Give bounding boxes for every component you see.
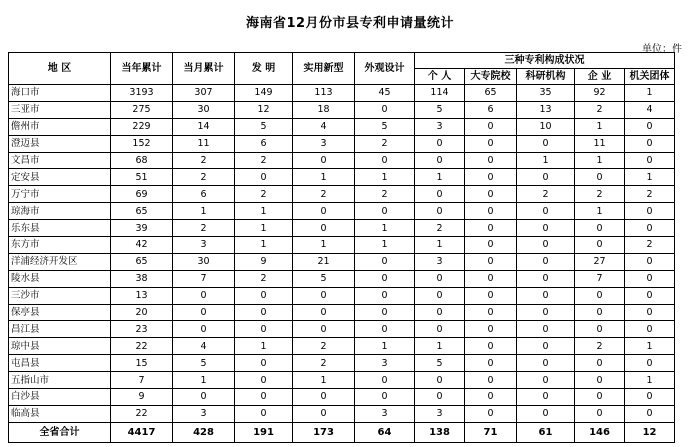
value-cell: 0 bbox=[465, 304, 517, 321]
table-row bbox=[9, 169, 675, 186]
value-cell: 4417 bbox=[111, 422, 173, 442]
table-row bbox=[9, 237, 675, 254]
value-cell: 0 bbox=[465, 169, 517, 186]
value-cell: 0 bbox=[465, 372, 517, 389]
value-cell: 0 bbox=[415, 372, 465, 389]
value-cell: 3193 bbox=[111, 85, 173, 102]
value-cell: 15 bbox=[111, 355, 173, 372]
value-cell: 0 bbox=[517, 287, 575, 304]
value-cell: 0 bbox=[625, 355, 675, 372]
value-cell: 0 bbox=[465, 237, 517, 254]
value-cell: 5 bbox=[293, 270, 355, 287]
value-cell: 0 bbox=[465, 355, 517, 372]
statistics-table bbox=[8, 52, 675, 443]
value-cell: 12 bbox=[235, 101, 293, 118]
value-cell: 18 bbox=[293, 101, 355, 118]
value-cell: 2 bbox=[355, 186, 415, 203]
header-region: 地 区 bbox=[9, 53, 111, 85]
region-cell: 海口市 bbox=[9, 85, 111, 102]
value-cell: 0 bbox=[355, 321, 415, 338]
region-cell: 琼海市 bbox=[9, 203, 111, 220]
value-cell: 0 bbox=[235, 355, 293, 372]
value-cell: 0 bbox=[465, 135, 517, 152]
region-cell: 琼中县 bbox=[9, 338, 111, 355]
value-cell: 65 bbox=[111, 203, 173, 220]
value-cell: 1 bbox=[415, 237, 465, 254]
value-cell: 5 bbox=[355, 118, 415, 135]
value-cell: 0 bbox=[235, 321, 293, 338]
value-cell: 0 bbox=[415, 270, 465, 287]
value-cell: 0 bbox=[575, 220, 625, 237]
value-cell: 0 bbox=[415, 304, 465, 321]
value-cell: 2 bbox=[625, 237, 675, 254]
value-cell: 0 bbox=[355, 287, 415, 304]
value-cell: 2 bbox=[235, 270, 293, 287]
value-cell: 3 bbox=[415, 253, 465, 270]
table-row bbox=[9, 135, 675, 152]
value-cell: 11 bbox=[173, 135, 235, 152]
value-cell: 0 bbox=[575, 287, 625, 304]
value-cell: 1 bbox=[355, 237, 415, 254]
value-cell: 65 bbox=[111, 253, 173, 270]
value-cell: 229 bbox=[111, 118, 173, 135]
value-cell: 0 bbox=[235, 287, 293, 304]
value-cell: 38 bbox=[111, 270, 173, 287]
value-cell: 5 bbox=[235, 118, 293, 135]
value-cell: 1 bbox=[575, 203, 625, 220]
value-cell: 0 bbox=[465, 118, 517, 135]
value-cell: 0 bbox=[517, 389, 575, 406]
value-cell: 0 bbox=[575, 169, 625, 186]
value-cell: 3 bbox=[355, 405, 415, 422]
value-cell: 2 bbox=[415, 220, 465, 237]
value-cell: 0 bbox=[465, 405, 517, 422]
header-utility-model: 实用新型 bbox=[293, 53, 355, 85]
unit-label: 单位：件 bbox=[642, 44, 682, 55]
value-cell: 0 bbox=[517, 304, 575, 321]
value-cell: 1 bbox=[235, 203, 293, 220]
value-cell: 0 bbox=[465, 287, 517, 304]
region-cell: 洋浦经济开发区 bbox=[9, 253, 111, 270]
value-cell: 0 bbox=[235, 169, 293, 186]
value-cell: 6 bbox=[173, 186, 235, 203]
value-cell: 0 bbox=[575, 304, 625, 321]
value-cell: 113 bbox=[293, 85, 355, 102]
value-cell: 275 bbox=[111, 101, 173, 118]
value-cell: 0 bbox=[355, 253, 415, 270]
value-cell: 65 bbox=[465, 85, 517, 102]
table-row bbox=[9, 253, 675, 270]
value-cell: 2 bbox=[173, 169, 235, 186]
value-cell: 0 bbox=[517, 405, 575, 422]
value-cell: 1 bbox=[625, 372, 675, 389]
value-cell: 0 bbox=[173, 389, 235, 406]
table-row bbox=[9, 389, 675, 406]
value-cell: 10 bbox=[517, 118, 575, 135]
table-row bbox=[9, 85, 675, 102]
value-cell: 0 bbox=[415, 389, 465, 406]
header-month-total: 当月累计 bbox=[173, 53, 235, 85]
value-cell: 1 bbox=[293, 237, 355, 254]
value-cell: 92 bbox=[575, 85, 625, 102]
table-row bbox=[9, 304, 675, 321]
value-cell: 45 bbox=[355, 85, 415, 102]
value-cell: 0 bbox=[355, 203, 415, 220]
value-cell: 1 bbox=[625, 85, 675, 102]
value-cell: 4 bbox=[173, 338, 235, 355]
region-cell: 陵水县 bbox=[9, 270, 111, 287]
value-cell: 3 bbox=[355, 355, 415, 372]
table-row bbox=[9, 203, 675, 220]
value-cell: 27 bbox=[575, 253, 625, 270]
value-cell: 0 bbox=[235, 304, 293, 321]
table-row bbox=[9, 152, 675, 169]
value-cell: 428 bbox=[173, 422, 235, 442]
header-composition-group: 三种专利构成状况 bbox=[415, 53, 675, 69]
value-cell: 1 bbox=[293, 372, 355, 389]
value-cell: 0 bbox=[575, 237, 625, 254]
value-cell: 22 bbox=[111, 338, 173, 355]
value-cell: 0 bbox=[625, 203, 675, 220]
value-cell: 1 bbox=[235, 338, 293, 355]
value-cell: 7 bbox=[173, 270, 235, 287]
table-row bbox=[9, 118, 675, 135]
value-cell: 68 bbox=[111, 152, 173, 169]
region-cell: 三亚市 bbox=[9, 101, 111, 118]
region-cell: 定安县 bbox=[9, 169, 111, 186]
value-cell: 0 bbox=[625, 270, 675, 287]
value-cell: 0 bbox=[355, 270, 415, 287]
value-cell: 0 bbox=[625, 405, 675, 422]
region-cell: 乐东县 bbox=[9, 220, 111, 237]
value-cell: 0 bbox=[517, 321, 575, 338]
value-cell: 3 bbox=[173, 237, 235, 254]
subheader-enterprise: 企 业 bbox=[575, 69, 625, 85]
value-cell: 2 bbox=[173, 220, 235, 237]
value-cell: 0 bbox=[235, 372, 293, 389]
value-cell: 0 bbox=[415, 321, 465, 338]
header-design: 外观设计 bbox=[355, 53, 415, 85]
value-cell: 0 bbox=[415, 135, 465, 152]
value-cell: 30 bbox=[173, 253, 235, 270]
value-cell: 0 bbox=[465, 338, 517, 355]
value-cell: 3 bbox=[173, 405, 235, 422]
value-cell: 0 bbox=[625, 118, 675, 135]
value-cell: 0 bbox=[293, 389, 355, 406]
value-cell: 0 bbox=[173, 287, 235, 304]
value-cell: 22 bbox=[111, 405, 173, 422]
value-cell: 0 bbox=[517, 135, 575, 152]
region-cell: 儋州市 bbox=[9, 118, 111, 135]
value-cell: 12 bbox=[625, 422, 675, 442]
value-cell: 64 bbox=[355, 422, 415, 442]
value-cell: 0 bbox=[465, 186, 517, 203]
value-cell: 2 bbox=[235, 186, 293, 203]
header-row bbox=[9, 53, 675, 69]
value-cell: 149 bbox=[235, 85, 293, 102]
table-row bbox=[9, 338, 675, 355]
value-cell: 3 bbox=[415, 405, 465, 422]
value-cell: 2 bbox=[575, 101, 625, 118]
value-cell: 0 bbox=[173, 304, 235, 321]
value-cell: 0 bbox=[465, 321, 517, 338]
value-cell: 2 bbox=[575, 338, 625, 355]
value-cell: 0 bbox=[625, 135, 675, 152]
value-cell: 21 bbox=[293, 253, 355, 270]
value-cell: 0 bbox=[235, 389, 293, 406]
value-cell: 2 bbox=[235, 152, 293, 169]
value-cell: 1 bbox=[625, 338, 675, 355]
value-cell: 42 bbox=[111, 237, 173, 254]
value-cell: 0 bbox=[293, 152, 355, 169]
value-cell: 0 bbox=[625, 152, 675, 169]
value-cell: 1 bbox=[235, 220, 293, 237]
value-cell: 0 bbox=[293, 321, 355, 338]
value-cell: 0 bbox=[575, 355, 625, 372]
header-invention: 发 明 bbox=[235, 53, 293, 85]
region-cell: 全省合计 bbox=[9, 422, 111, 442]
value-cell: 146 bbox=[575, 422, 625, 442]
value-cell: 2 bbox=[293, 355, 355, 372]
value-cell: 1 bbox=[293, 169, 355, 186]
value-cell: 5 bbox=[415, 355, 465, 372]
value-cell: 5 bbox=[173, 355, 235, 372]
value-cell: 1 bbox=[517, 152, 575, 169]
value-cell: 0 bbox=[625, 220, 675, 237]
value-cell: 0 bbox=[415, 203, 465, 220]
value-cell: 1 bbox=[575, 152, 625, 169]
value-cell: 0 bbox=[625, 287, 675, 304]
value-cell: 2 bbox=[625, 186, 675, 203]
value-cell: 14 bbox=[173, 118, 235, 135]
value-cell: 20 bbox=[111, 304, 173, 321]
region-cell: 三沙市 bbox=[9, 287, 111, 304]
value-cell: 61 bbox=[517, 422, 575, 442]
value-cell: 0 bbox=[465, 270, 517, 287]
value-cell: 0 bbox=[625, 389, 675, 406]
value-cell: 4 bbox=[625, 101, 675, 118]
value-cell: 2 bbox=[173, 152, 235, 169]
value-cell: 307 bbox=[173, 85, 235, 102]
value-cell: 1 bbox=[173, 372, 235, 389]
region-cell: 白沙县 bbox=[9, 389, 111, 406]
value-cell: 0 bbox=[465, 389, 517, 406]
region-cell: 澄迈县 bbox=[9, 135, 111, 152]
table-row bbox=[9, 220, 675, 237]
value-cell: 5 bbox=[415, 101, 465, 118]
value-cell: 0 bbox=[235, 405, 293, 422]
value-cell: 0 bbox=[293, 304, 355, 321]
value-cell: 0 bbox=[293, 203, 355, 220]
value-cell: 71 bbox=[465, 422, 517, 442]
value-cell: 173 bbox=[293, 422, 355, 442]
value-cell: 0 bbox=[293, 405, 355, 422]
region-cell: 保亭县 bbox=[9, 304, 111, 321]
value-cell: 51 bbox=[111, 169, 173, 186]
value-cell: 0 bbox=[465, 253, 517, 270]
header-year-total: 当年累计 bbox=[111, 53, 173, 85]
value-cell: 0 bbox=[355, 372, 415, 389]
value-cell: 4 bbox=[293, 118, 355, 135]
value-cell: 23 bbox=[111, 321, 173, 338]
value-cell: 0 bbox=[625, 304, 675, 321]
value-cell: 0 bbox=[517, 338, 575, 355]
value-cell: 0 bbox=[517, 355, 575, 372]
value-cell: 1 bbox=[355, 169, 415, 186]
value-cell: 152 bbox=[111, 135, 173, 152]
value-cell: 1 bbox=[415, 169, 465, 186]
value-cell: 3 bbox=[293, 135, 355, 152]
value-cell: 35 bbox=[517, 85, 575, 102]
value-cell: 0 bbox=[355, 152, 415, 169]
value-cell: 1 bbox=[355, 338, 415, 355]
value-cell: 3 bbox=[415, 118, 465, 135]
region-cell: 五指山市 bbox=[9, 372, 111, 389]
value-cell: 69 bbox=[111, 186, 173, 203]
value-cell: 1 bbox=[355, 220, 415, 237]
value-cell: 0 bbox=[575, 321, 625, 338]
value-cell: 0 bbox=[415, 287, 465, 304]
value-cell: 0 bbox=[355, 389, 415, 406]
value-cell: 0 bbox=[517, 253, 575, 270]
value-cell: 2 bbox=[575, 186, 625, 203]
value-cell: 0 bbox=[517, 169, 575, 186]
value-cell: 0 bbox=[517, 372, 575, 389]
value-cell: 0 bbox=[517, 237, 575, 254]
value-cell: 0 bbox=[517, 203, 575, 220]
value-cell: 1 bbox=[235, 237, 293, 254]
value-cell: 2 bbox=[355, 135, 415, 152]
value-cell: 0 bbox=[517, 220, 575, 237]
value-cell: 0 bbox=[173, 321, 235, 338]
value-cell: 0 bbox=[575, 372, 625, 389]
value-cell: 2 bbox=[293, 338, 355, 355]
value-cell: 0 bbox=[355, 101, 415, 118]
value-cell: 1 bbox=[575, 118, 625, 135]
subheader-research-institute: 科研机构 bbox=[517, 69, 575, 85]
region-cell: 万宁市 bbox=[9, 186, 111, 203]
page-title: 海南省12月份市县专利申请量统计 bbox=[245, 16, 455, 31]
value-cell: 11 bbox=[575, 135, 625, 152]
value-cell: 0 bbox=[293, 220, 355, 237]
region-cell: 昌江县 bbox=[9, 321, 111, 338]
value-cell: 0 bbox=[625, 321, 675, 338]
value-cell: 0 bbox=[625, 253, 675, 270]
region-cell: 东方市 bbox=[9, 237, 111, 254]
value-cell: 0 bbox=[415, 186, 465, 203]
value-cell: 0 bbox=[517, 270, 575, 287]
total-row bbox=[9, 422, 675, 442]
table-row bbox=[9, 372, 675, 389]
value-cell: 13 bbox=[517, 101, 575, 118]
value-cell: 9 bbox=[235, 253, 293, 270]
table-row bbox=[9, 405, 675, 422]
value-cell: 7 bbox=[111, 372, 173, 389]
value-cell: 2 bbox=[517, 186, 575, 203]
value-cell: 6 bbox=[465, 101, 517, 118]
subheader-individual: 个 人 bbox=[415, 69, 465, 85]
value-cell: 0 bbox=[465, 220, 517, 237]
table-row bbox=[9, 355, 675, 372]
table-row bbox=[9, 287, 675, 304]
value-cell: 1 bbox=[415, 338, 465, 355]
table-row bbox=[9, 186, 675, 203]
value-cell: 0 bbox=[293, 287, 355, 304]
value-cell: 6 bbox=[235, 135, 293, 152]
region-cell: 屯昌县 bbox=[9, 355, 111, 372]
value-cell: 0 bbox=[575, 389, 625, 406]
value-cell: 30 bbox=[173, 101, 235, 118]
value-cell: 0 bbox=[465, 203, 517, 220]
region-cell: 临高县 bbox=[9, 405, 111, 422]
value-cell: 2 bbox=[293, 186, 355, 203]
value-cell: 191 bbox=[235, 422, 293, 442]
table-body bbox=[9, 85, 675, 443]
value-cell: 0 bbox=[415, 152, 465, 169]
value-cell: 1 bbox=[173, 203, 235, 220]
value-cell: 0 bbox=[355, 304, 415, 321]
value-cell: 138 bbox=[415, 422, 465, 442]
subheader-college: 大专院校 bbox=[465, 69, 517, 85]
value-cell: 1 bbox=[625, 169, 675, 186]
value-cell: 39 bbox=[111, 220, 173, 237]
value-cell: 114 bbox=[415, 85, 465, 102]
table-row bbox=[9, 101, 675, 118]
value-cell: 7 bbox=[575, 270, 625, 287]
table-row bbox=[9, 270, 675, 287]
value-cell: 9 bbox=[111, 389, 173, 406]
value-cell: 0 bbox=[575, 405, 625, 422]
value-cell: 0 bbox=[465, 152, 517, 169]
subheader-government: 机关团体 bbox=[625, 69, 675, 85]
value-cell: 13 bbox=[111, 287, 173, 304]
region-cell: 文昌市 bbox=[9, 152, 111, 169]
table-row bbox=[9, 321, 675, 338]
